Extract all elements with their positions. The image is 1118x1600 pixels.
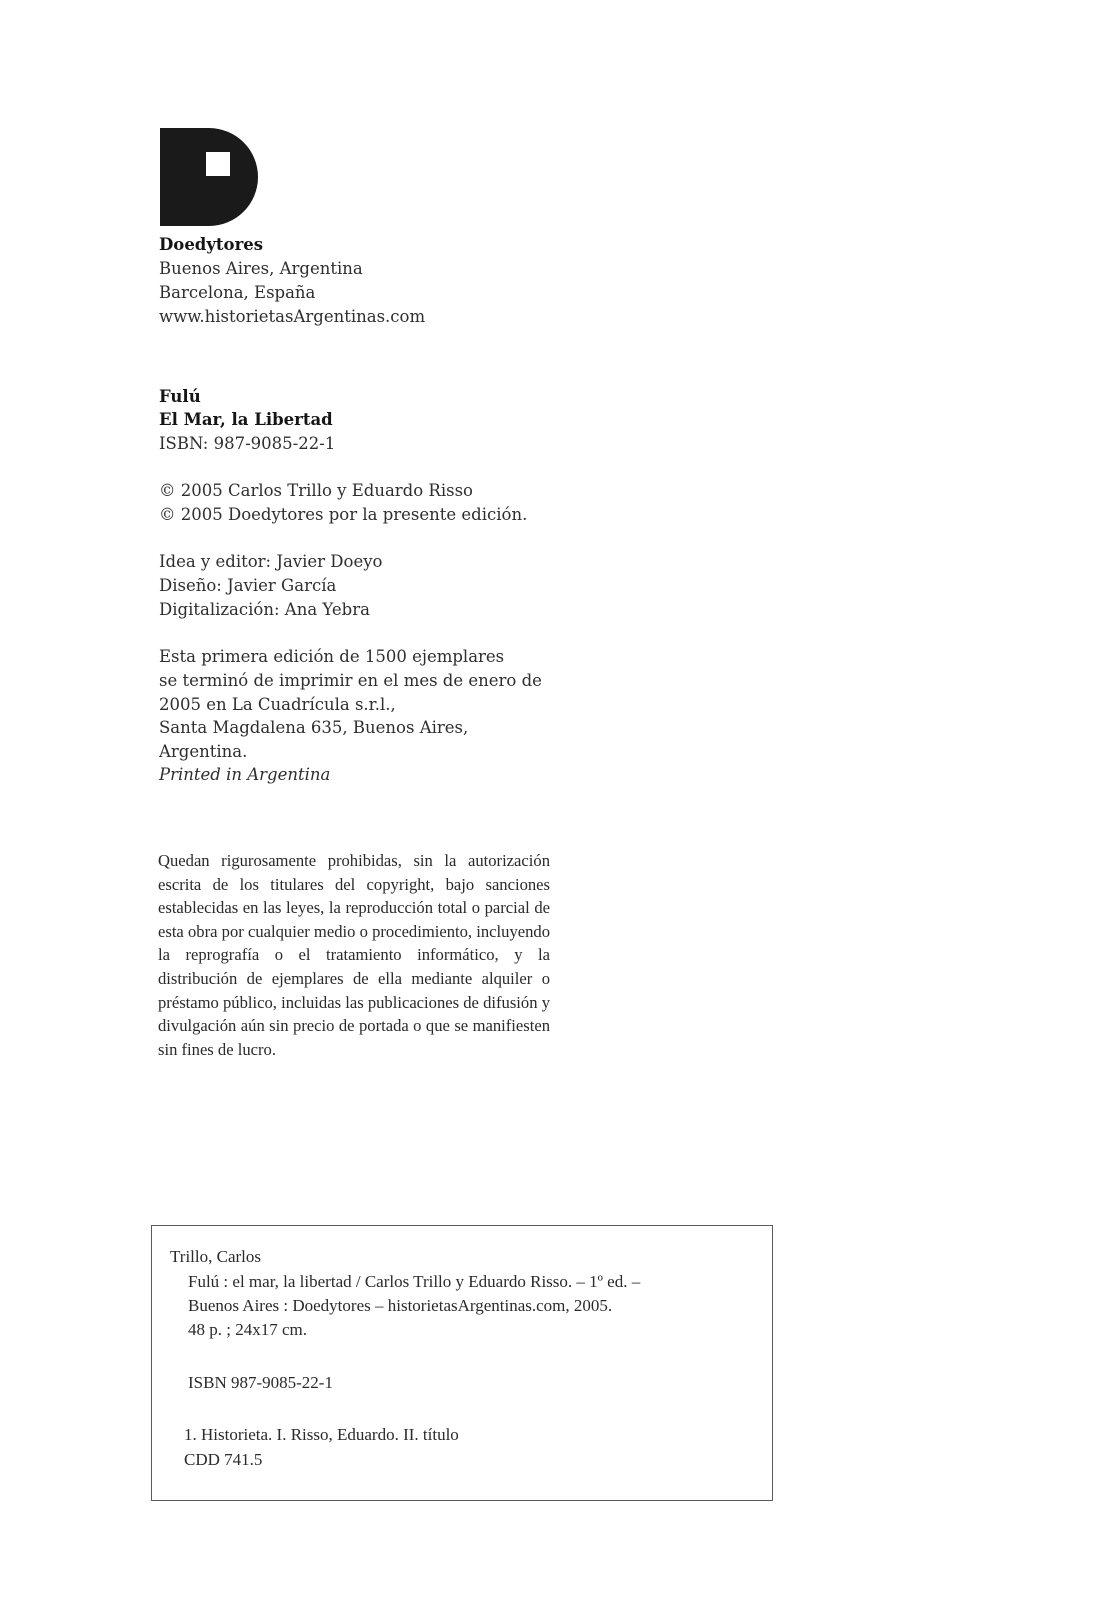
catalog-title-line: Fulú : el mar, la libertad / Carlos Trillo y Eduardo Risso. – 1º ed. – xyxy=(188,1272,641,1291)
catalog-extent-line: 48 p. ; 24x17 cm. xyxy=(188,1320,307,1339)
copyright-authors: © 2005 Carlos Trillo y Eduardo Risso xyxy=(159,481,473,500)
book-isbn: ISBN: 987-9085-22-1 xyxy=(159,434,336,453)
printing-line-1: Esta primera edición de 1500 ejemplares xyxy=(159,647,505,666)
credit-digitization: Digitalización: Ana Yebra xyxy=(159,600,370,619)
publisher-logo xyxy=(160,128,258,226)
legal-notice: Quedan rigurosamente prohibidas, sin la autorización escrita de los titulares del copyright, bajo sanciones establecidas en las leyes, la reproducción total o parcial de esta obra por cualquier medio o procedimiento, incluyendo la reprografía o el tratamiento informático, y la distribución de ejemplares de ella mediante alquiler o préstamo público, incluidas las publicaciones de difusión y divulgación aún sin precio de portada o que se manifiesten sin fines de lucro. xyxy=(158,851,550,1059)
credit-design: Diseño: Javier García xyxy=(159,576,337,595)
publisher-website: www.historietasArgentinas.com xyxy=(159,307,426,326)
catalog-imprint-line: Buenos Aires : Doedytores – historietasArgentinas.com, 2005. xyxy=(188,1296,613,1315)
catalog-card xyxy=(151,1225,773,1501)
printed-in: Printed in Argentina xyxy=(159,765,331,784)
printing-line-4: Santa Magdalena 635, Buenos Aires, xyxy=(159,718,469,737)
book-series: Fulú xyxy=(159,387,201,406)
publisher-name: Doedytores xyxy=(159,235,264,254)
publisher-location-1: Buenos Aires, Argentina xyxy=(159,259,363,278)
printing-line-2: se terminó de imprimir en el mes de enero de xyxy=(159,671,542,690)
catalog-isbn: ISBN 987-9085-22-1 xyxy=(188,1373,333,1392)
copyright-edition: © 2005 Doedytores por la presente edición. xyxy=(159,505,528,524)
printing-line-3: 2005 en La Cuadrícula s.r.l., xyxy=(159,695,396,714)
printing-line-5: Argentina. xyxy=(159,742,248,761)
catalog-author: Trillo, Carlos xyxy=(170,1247,262,1266)
catalog-subjects: 1. Historieta. I. Risso, Eduardo. II. título xyxy=(184,1425,459,1444)
book-title: El Mar, la Libertad xyxy=(159,410,333,429)
publisher-location-2: Barcelona, España xyxy=(159,283,316,302)
catalog-cdd: CDD 741.5 xyxy=(184,1450,263,1469)
credit-editor: Idea y editor: Javier Doeyo xyxy=(159,552,383,571)
